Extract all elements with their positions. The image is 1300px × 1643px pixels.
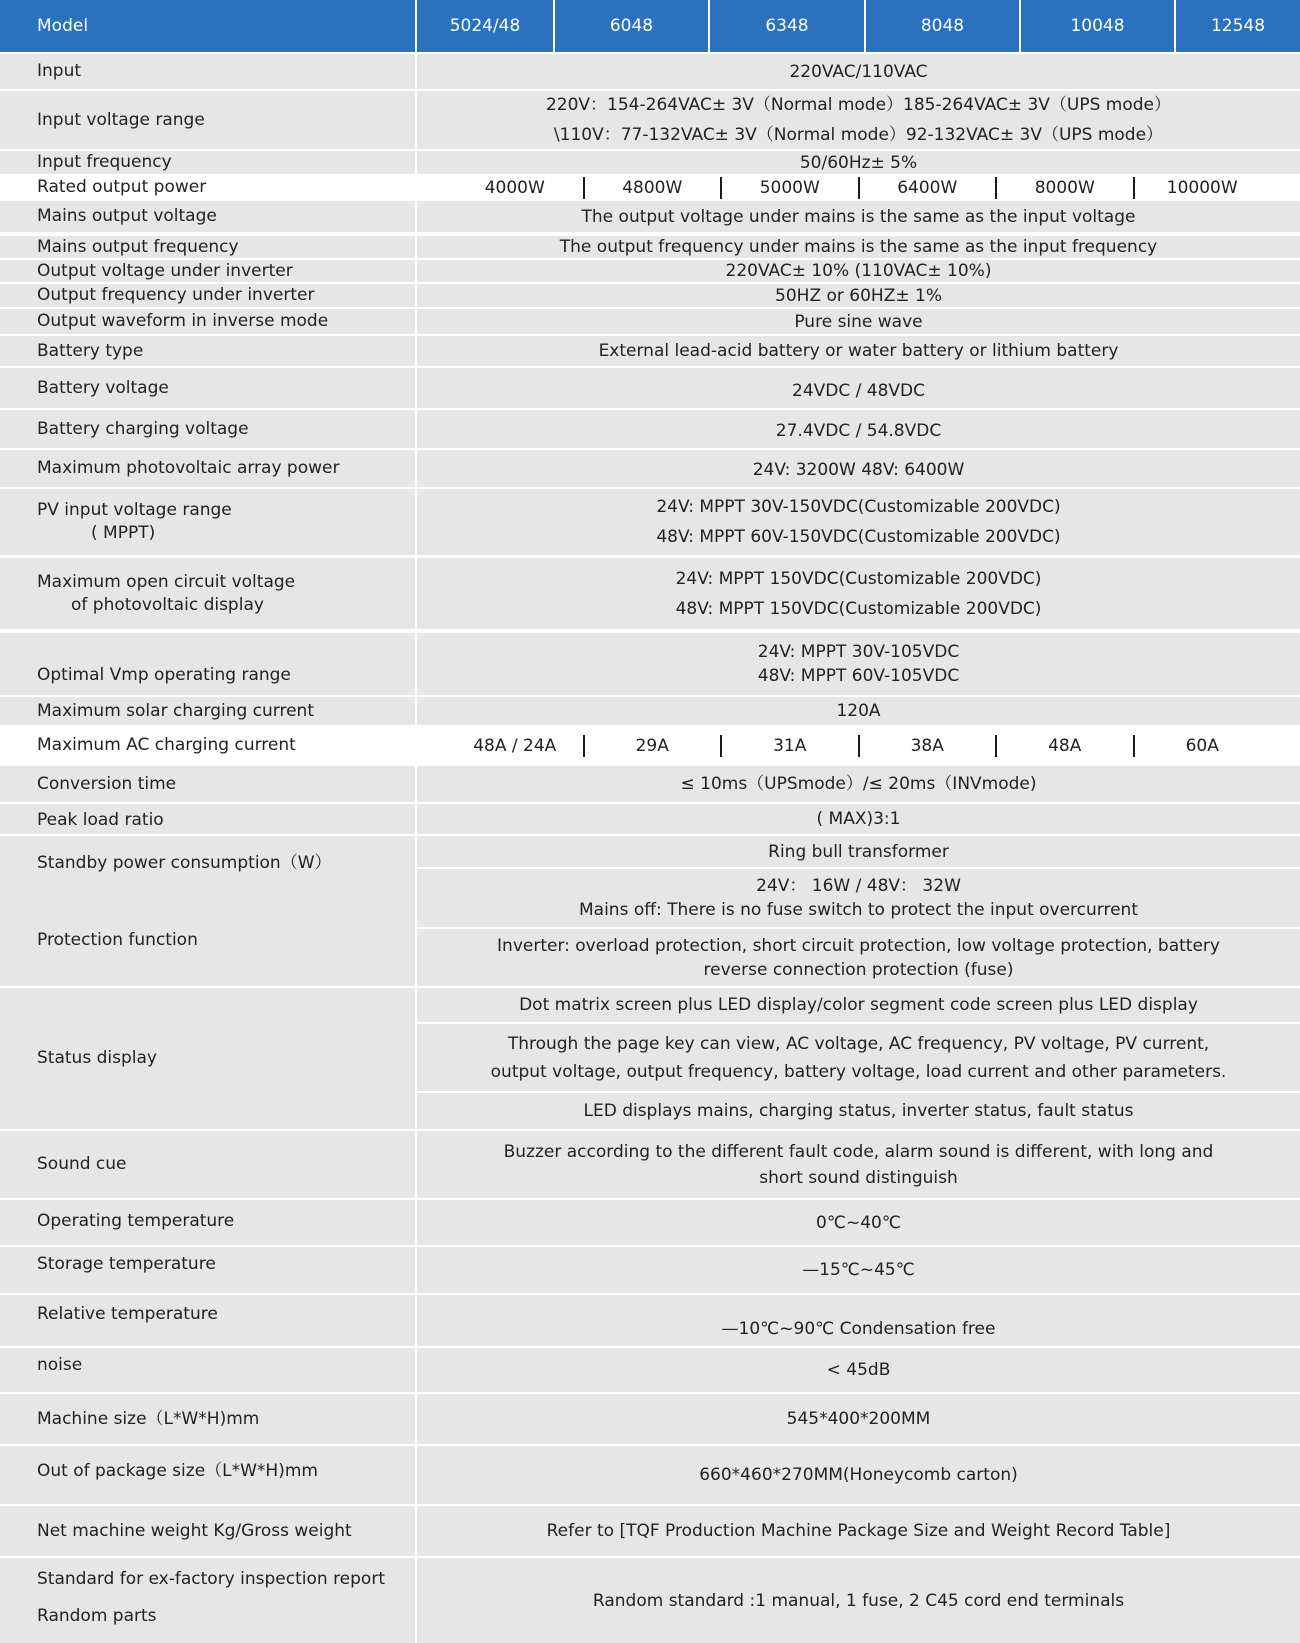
value-operating-temperature: 0℃~40℃ (417, 1200, 1300, 1245)
protection-inverter-line2: reverse connection protection (fuse) (703, 959, 1014, 980)
rated-power-10048: 8000W (995, 177, 1133, 199)
value-random-parts: Random standard :1 manual, 1 fuse, 2 C45 cord end terminals (417, 1558, 1300, 1643)
value-max-pv-array-power: 24V: 3200W 48V: 6400W (417, 450, 1300, 487)
label-battery-charging-voltage: Battery charging voltage (0, 410, 415, 448)
protection-mains-off: Mains off: There is no fuse switch to protect the input overcurrent (578, 900, 1139, 920)
rated-power-6048: 4800W (583, 177, 721, 199)
label-inspection-report: Standard for ex-factory inspection report (37, 1569, 385, 1589)
value-storage-temperature: —15℃~45℃ (417, 1247, 1300, 1293)
label-mains-output-frequency: Mains output frequency (0, 236, 415, 258)
value-protection-inverter (417, 929, 1300, 986)
value-relative-temperature: —10℃~90℃ Condensation free (417, 1295, 1300, 1346)
input-voltage-line-220v: 220V：154-264VAC± 3V（Normal mode）185-264VAC± 3V（UPS mode） (545, 95, 1172, 115)
rated-power-8048: 6400W (858, 177, 996, 199)
header-model-12548: 12548 (1176, 0, 1300, 52)
label-random-parts: Random parts (37, 1606, 157, 1626)
label-max-open-circuit-voltage (0, 558, 415, 629)
value-status-led: LED displays mains, charging status, inverter status, fault status (417, 1093, 1300, 1129)
header-model-5024-48: 5024/48 (417, 0, 553, 52)
pv-input-line-24v: 24V: MPPT 30V-150VDC(Customizable 200VDC) (656, 497, 1061, 517)
value-output-voltage-inverter: 220VAC± 10% (110VAC± 10%) (417, 260, 1300, 282)
value-output-waveform: Pure sine wave (417, 309, 1300, 334)
header-model-label: Model (0, 0, 415, 52)
ac-current-6348: 31A (720, 735, 858, 757)
ac-current-10048: 48A (995, 735, 1133, 757)
label-pv-input-voltage-range (0, 489, 415, 555)
value-sound-cue (417, 1131, 1300, 1198)
rated-power-6348: 5000W (720, 177, 858, 199)
value-battery-charging-voltage: 27.4VDC / 54.8VDC (417, 410, 1300, 448)
label-max-ac-charging-current: Maximum AC charging current (0, 727, 415, 764)
value-max-solar-charging-current: 120A (417, 697, 1300, 725)
value-standby-transformer: Ring bull transformer (417, 836, 1300, 867)
value-input-frequency: 50/60Hz± 5% (417, 151, 1300, 174)
sound-cue-line1: Buzzer according to the different fault code, alarm sound is different, with long and (503, 1141, 1214, 1162)
status-page-key-line1: Through the page key can view, AC voltage, AC frequency, PV voltage, PV current, (507, 1033, 1210, 1054)
label-battery-type: Battery type (0, 336, 415, 366)
label-rated-output-power: Rated output power (0, 175, 415, 200)
header-model-10048: 10048 (1021, 0, 1174, 52)
label-status-display: Status display (0, 988, 415, 1129)
label-protection-function: Protection function (37, 930, 198, 950)
open-circuit-label-line2: of photovoltaic display (71, 594, 264, 615)
rated-power-5024: 4000W (484, 177, 545, 198)
header-model-8048: 8048 (866, 0, 1019, 52)
open-circuit-line-48v: 48V: MPPT 150VDC(Customizable 200VDC) (675, 598, 1042, 619)
sound-cue-line2: short sound distinguish (759, 1167, 958, 1188)
value-rated-output-power (417, 175, 1300, 200)
header-model-6048: 6048 (555, 0, 708, 52)
label-optimal-vmp: Optimal Vmp operating range (0, 633, 415, 695)
label-input: Input (0, 54, 415, 89)
pv-input-line-48v: 48V: MPPT 60V-150VDC(Customizable 200VDC) (656, 527, 1061, 547)
value-package-size: 660*460*270MM(Honeycomb carton) (417, 1446, 1300, 1504)
standby-power-value: 24V： 16W / 48V： 32W (756, 876, 961, 896)
label-package-size: Out of package size（L*W*H)mm (0, 1446, 415, 1504)
input-voltage-line-110v: \110V：77-132VAC± 3V（Normal mode）92-132VAC± 3V（UPS mode） (553, 125, 1164, 145)
label-standby-power (0, 836, 415, 986)
status-page-key-line2: output voltage, output frequency, battery voltage, load current and other parameters. (490, 1061, 1227, 1082)
value-input: 220VAC/110VAC (417, 54, 1300, 89)
protection-inverter-line1: Inverter: overload protection, short circuit protection, low voltage protection, battery (497, 935, 1220, 956)
label-max-pv-array-power: Maximum photovoltaic array power (0, 450, 415, 487)
label-mains-output-voltage: Mains output voltage (0, 201, 415, 232)
ac-current-5024: 48A / 24A (473, 735, 557, 756)
label-input-voltage-range: Input voltage range (0, 91, 415, 149)
open-circuit-line-24v: 24V: MPPT 150VDC(Customizable 200VDC) (675, 568, 1042, 589)
label-output-frequency-inverter: Output frequency under inverter (0, 284, 415, 307)
value-input-voltage-range (417, 91, 1300, 149)
value-mains-output-frequency: The output frequency under mains is the same as the input frequency (417, 236, 1300, 258)
ac-current-12548: 60A (1133, 735, 1271, 757)
value-status-dot-matrix: Dot matrix screen plus LED display/color segment code screen plus LED display (417, 988, 1300, 1022)
pv-input-label-line2: ( MPPT) (91, 523, 156, 543)
value-peak-load-ratio: ( MAX)3:1 (417, 804, 1300, 834)
label-operating-temperature: Operating temperature (0, 1200, 415, 1245)
label-input-frequency: Input frequency (0, 151, 415, 174)
label-storage-temperature: Storage temperature (0, 1247, 415, 1293)
value-output-frequency-inverter: 50HZ or 60HZ± 1% (417, 284, 1300, 307)
label-inspection-and-parts (0, 1558, 415, 1643)
label-max-solar-charging-current: Maximum solar charging current (0, 697, 415, 725)
value-net-weight: Refer to [TQF Production Machine Package Size and Weight Record Table] (417, 1506, 1300, 1556)
value-battery-type: External lead-acid battery or water battery or lithium battery (417, 336, 1300, 366)
label-output-voltage-inverter: Output voltage under inverter (0, 260, 415, 282)
value-pv-input-voltage-range (417, 489, 1300, 555)
value-standby-and-protection (417, 869, 1300, 927)
value-mains-output-voltage: The output voltage under mains is the same as the input voltage (417, 201, 1300, 232)
label-noise: noise (0, 1348, 415, 1392)
value-machine-size: 545*400*200MM (417, 1394, 1300, 1444)
standby-power-label-text: Standby power consumption（W） (37, 853, 332, 873)
value-max-open-circuit-voltage (417, 558, 1300, 629)
rated-power-12548: 10000W (1133, 177, 1271, 199)
label-battery-voltage: Battery voltage (0, 368, 415, 408)
value-status-page-key (417, 1024, 1300, 1091)
open-circuit-label-line1: Maximum open circuit voltage (37, 571, 296, 592)
value-optimal-vmp (417, 633, 1300, 695)
optimal-vmp-line-24v: 24V: MPPT 30V-105VDC (757, 642, 960, 662)
label-net-weight: Net machine weight Kg/Gross weight (0, 1506, 415, 1556)
pv-input-label-line1: PV input voltage range (37, 500, 232, 520)
label-machine-size: Machine size（L*W*H)mm (0, 1394, 415, 1444)
label-output-waveform: Output waveform in inverse mode (0, 309, 415, 334)
header-model-6348: 6348 (710, 0, 864, 52)
optimal-vmp-line-48v: 48V: MPPT 60V-105VDC (757, 666, 960, 686)
label-conversion-time: Conversion time (0, 766, 415, 802)
ac-current-8048: 38A (858, 735, 996, 757)
label-peak-load-ratio: Peak load ratio (0, 804, 415, 834)
label-sound-cue: Sound cue (0, 1131, 415, 1198)
value-battery-voltage: 24VDC / 48VDC (417, 368, 1300, 408)
value-max-ac-charging-current (417, 727, 1300, 764)
label-relative-temperature: Relative temperature (0, 1295, 415, 1346)
ac-current-6048: 29A (583, 735, 721, 757)
value-noise: < 45dB (417, 1348, 1300, 1392)
value-conversion-time: ≤ 10ms（UPSmode）/≤ 20ms（INVmode) (417, 766, 1300, 802)
